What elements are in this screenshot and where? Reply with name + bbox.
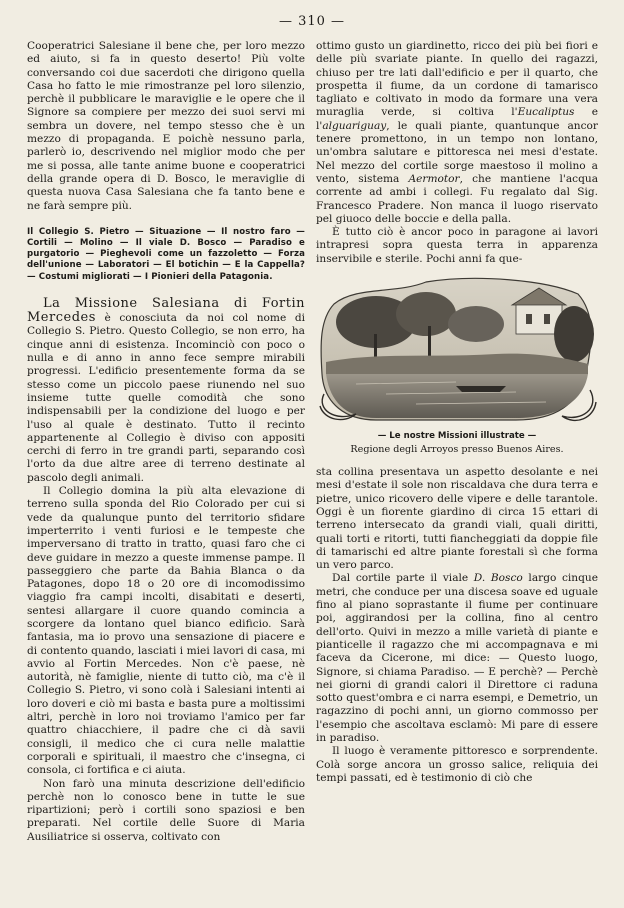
alguariguay-term: alguariguay bbox=[322, 119, 387, 132]
page-number: — 310 — bbox=[278, 14, 346, 29]
caption-subtitle: Regione degli Arroyos presso Buenos Aires. bbox=[350, 444, 564, 456]
caption-title: — Le nostre Missioni illustrate — bbox=[377, 431, 537, 442]
right-p4-text-a: Dal cortile parte il viale bbox=[332, 572, 474, 585]
right-p1-text-c: , le quali piante, quantunque ancor tenere promettono, in un tempo non lontano, un'ombra salutare e pittoresca nei mesi d'estate. Nel mezzo del cortile sorge maestoso il molino a vento, sistema bbox=[316, 119, 598, 185]
left-paragraph-3: Il Collegio domina la più alta elevazione di terreno sulla sponda del Rio Colorado per cui si vede da qualunque punto del territorio sfidare imperterrito i venti furiosi e le tempeste che imperversano di tratto in tratto, quasi faro che ci deve guidare in mezzo a queste immense pampe. Il passeggiero che parte da Bahia Blanca o da Patagones, dopo 18 o 20 ore di incomodissimo viaggio fra campi incolti, disabitati e deserti, sentesi allargare il cuore quando comincia a scorgere da lontano quel bianco edificio. Sarà fantasia, ma io provo una sensazione di piacere e di contento quando, lasciati i miei lavori di casa, mi avvio al Fortin Mercedes. Non c'è paese, nè autorità, nè famiglie, niente di tutto ciò, ma c'è il Collegio S. Pietro, vi sono colà i Salesiani intenti ai loro doveri e ciò mi basta e basta pure a moltissimi altri, perchè in loro noi troviamo l'amico per far quattro chiacchiere, il padre che ci dà savii consigli, il medico che ci cura nelle malattie corporali e spirituali, il maestro che c'insegna, ci consola, ci fortifica e ci aiuta. bbox=[27, 485, 305, 777]
left-paragraph-2 bbox=[27, 297, 305, 485]
right-paragraph-4 bbox=[316, 572, 598, 745]
right-p4-text-b: largo cinque metri, che conduce per una discesa soave ed uguale fino al piano soprastante il fiume per continuare poi, aggirandosi per la collina, fino al centro dell'orto. Quivi in mezzo a mille varietà di piante e pianticelle il ragazzo che mi accompagnava e mi faceva da Cicerone, mi dice: — Questo luogo, Signore, si chiama Paradiso. — E perchè? — Perchè nei giorni di grandi calori il Direttore ci raduna sotto quest'ombra e ci narra esempi, e Demetrio, un ragazzino di pochi anni, un giorno commosso per l'esempio che ascoltava esclamò: Mi pare di essere in paradiso. bbox=[316, 572, 598, 744]
left-paragraph-1: Cooperatrici Salesiane il bene che, per loro mezzo ed aiuto, si fa in questo deserto! Più volte conversando coi due sacerdoti che dirigono quella Casa ho fatto le mie rimostranze pel loro silenzio, perchè il pubblicare le maraviglie e le opere che il Signore sa compiere per mezzo dei suoi servi mi sembra un dovere, nel tempo stesso che è un mezzo di propaganda. E poichè nessuno parla, parlerò io, descrivendo nel miglior modo che per me si possa, alle tante anime buone e cooperatrici della grande opera di D. Bosco, le meraviglie di questa nuova Casa Salesiana che fa tanto bene e ne farà sempre più. bbox=[27, 40, 305, 212]
lead-rest: è conosciuta da noi col nome di Collegio S. Pietro. Questo Collegio, se non erro, ha cinque anni di esistenza. Incominciò con poco o nulla e di anno in anno fece sempre mirabili progressi. L'edificio presentemente forma da se stesso come un piccolo paese riunendo nel suo insieme tutte quelle comodità che sono indispensabili per la condizione del luogo e per l'uso al quale è destinato. Tutto il recinto appartenente al Collegio è diviso con appositi cerchi di ferro in tre grandi parti, separando così l'orto da due altre aree di terreno destinate al pascolo degli animali. bbox=[27, 312, 305, 484]
aermotor-term: Aermotor bbox=[408, 172, 460, 185]
viale-name: D. Bosco bbox=[473, 572, 523, 585]
right-paragraph-5: Il luogo è veramente pittoresco e sorprendente. Colà sorge ancora un grosso salice, reliquia dei tempi passati, ed è testimonio di ciò che bbox=[316, 745, 598, 784]
lead-words: La Missione Salesiana di Fortin Mercedes bbox=[27, 295, 305, 326]
figure-caption bbox=[316, 430, 598, 456]
eucaliptus-term: Eucaliptus bbox=[517, 106, 575, 119]
engraving-svg bbox=[316, 274, 598, 424]
landscape-engraving-icon bbox=[316, 274, 598, 424]
right-paragraph-2: È tutto ciò è ancor poco in paragone ai lavori intrapresi sopra questa terra in apparenza inservibile e sterile. Pochi anni fa que- bbox=[316, 226, 598, 265]
right-p1-text-a: ottimo gusto un giardinetto, ricco dei più bei fiori e delle più svariate piante. In quello dei ragazzi, chiuso per tre lati dall'edificio e per il quarto, che prospetta il fiume, da un cordone di tamarisco tagliato e coltivato in modo da formare una vera muraglia verde, si coltiva l' bbox=[316, 40, 598, 119]
left-paragraph-4: Non farò una minuta descrizione dell'edificio perchè non lo conosco bene in tutte le sue ripartizioni; però i cortili sono spaziosi e ben preparati. Nel cortile delle Suore di Maria Ausiliatrice si osserva, coltivato con bbox=[27, 777, 305, 843]
right-paragraph-1 bbox=[316, 40, 598, 226]
right-p1-text-b: e l' bbox=[316, 106, 598, 132]
right-p1-text-d: , che mantiene l'acqua corrente ad ambi i collegi. Fu regalato dal Sig. Francesco Pradere. Non manca il luogo riservato pel giuoco delle boccie e della palla. bbox=[316, 172, 599, 225]
left-column bbox=[27, 40, 305, 844]
right-paragraph-3: sta collina presentava un aspetto desolante e nei mesi d'estate il sole non riscaldava che dura terra e pietre, unico ricovero delle vipere e delle tarantole. Oggi è un fiorente giardino di circa 15 ettari di terreno intersecato da grandi viali, quali diritti, quali torti e ritorti, tutti fiancheggiati da doppie file di tamarischi ed altre piante forestali sì che forma un vero parco. bbox=[316, 466, 598, 572]
section-summary: Il Collegio S. Pietro — Situazione — Il nostro faro — Cortili — Molino — Il viale D. Bosco — Paradiso e purgatorio — Pieghevoli come un fazzoletto — Forza dell'unione — Laboratori — El botichin — E la Cappella? — Costumi migliorati — I Pionieri della Patagonia. bbox=[27, 226, 305, 282]
right-column bbox=[316, 40, 598, 785]
